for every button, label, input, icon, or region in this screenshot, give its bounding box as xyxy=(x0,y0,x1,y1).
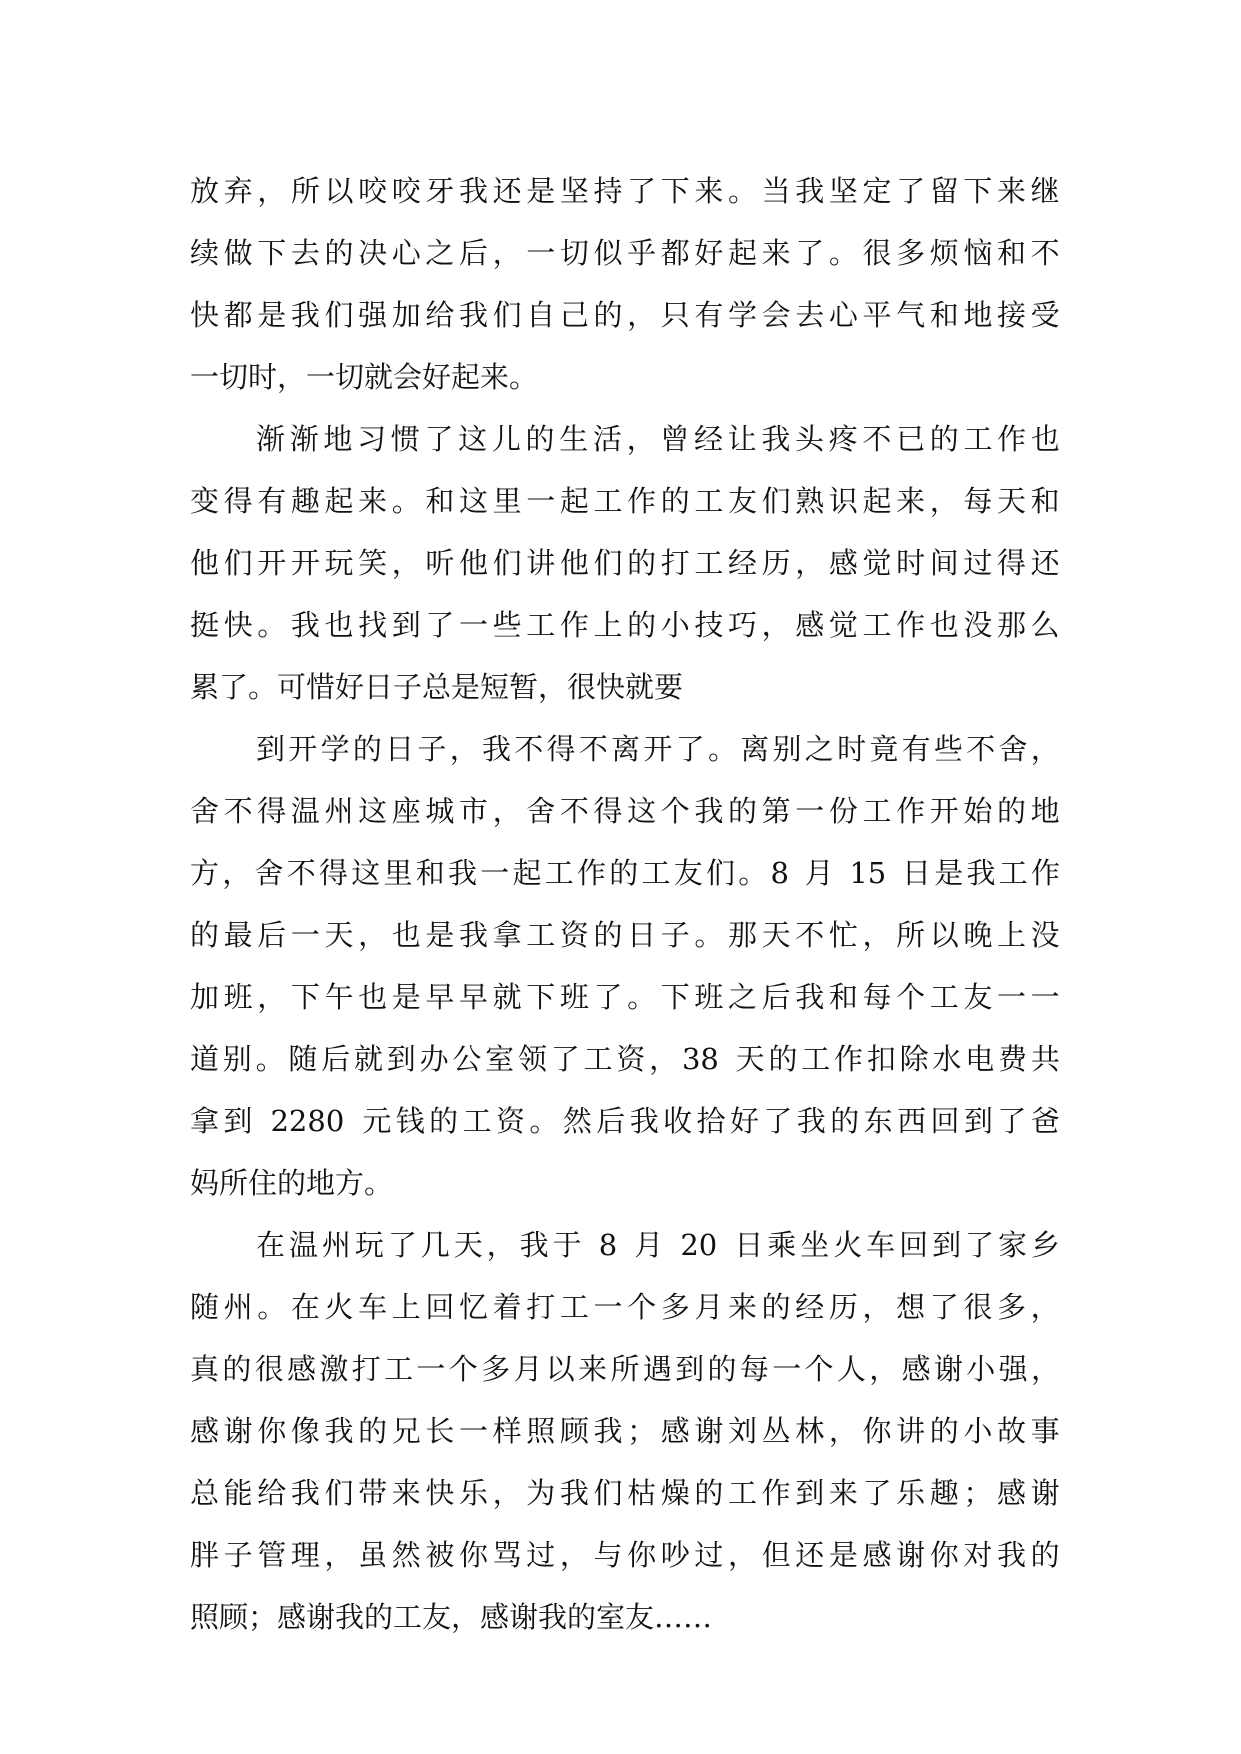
text-line: 舍 不 得 温 州 这 座 城 市 ， 舍 不 得 这 个 我 的 第 一 份 工 作 开 始 的 地 xyxy=(190,794,1060,828)
text-line: 道 别 。 随 后 就 到 办 公 室 领 了 工 资 ， 38 天 的 工 作 扣 除 水 电 费 共 xyxy=(190,1042,1060,1076)
document-body xyxy=(190,160,1060,1648)
text-line: 随 州 。 在 火 车 上 回 忆 着 打 工 一 个 多 月 来 的 经 历 ， 想 了 很 多 ， xyxy=(190,1290,1060,1324)
text-line: 变 得 有 趣 起 来 。 和 这 里 一 起 工 作 的 工 友 们 熟 识 起 来 ， 每 天 和 xyxy=(190,484,1060,518)
text-line: 拿 到 2280 元 钱 的 工 资 。 然 后 我 收 拾 好 了 我 的 东 西 回 到 了 爸 xyxy=(190,1104,1060,1138)
paragraph xyxy=(190,408,1060,718)
text-line: 真 的 很 感 激 打 工 一 个 多 月 以 来 所 遇 到 的 每 一 个 人 ， 感 谢 小 强 ， xyxy=(190,1352,1060,1386)
text-line: 在 温 州 玩 了 几 天 ， 我 于 8 月 20 日 乘 坐 火 车 回 到 了 家 乡 xyxy=(256,1228,1060,1262)
text-line: 一切时，一切就会好起来。 xyxy=(190,360,539,394)
text-line: 的 最 后 一 天 ， 也 是 我 拿 工 资 的 日 子 。 那 天 不 忙 ， 所 以 晚 上 没 xyxy=(190,918,1060,952)
text-line: 到 开 学 的 日 子 ， 我 不 得 不 离 开 了 。 离 别 之 时 竟 有 些 不 舍 ， xyxy=(256,732,1060,766)
text-line: 他 们 开 开 玩 笑 ， 听 他 们 讲 他 们 的 打 工 经 历 ， 感 觉 时 间 过 得 还 xyxy=(190,546,1060,580)
paragraph xyxy=(190,160,1060,408)
text-line: 续 做 下 去 的 决 心 之 后 ， 一 切 似 乎 都 好 起 来 了 。 很 多 烦 恼 和 不 xyxy=(190,236,1060,270)
text-line: 妈所住的地方。 xyxy=(190,1166,394,1200)
text-line: 渐 渐 地 习 惯 了 这 儿 的 生 活 ， 曾 经 让 我 头 疼 不 已 的 工 作 也 xyxy=(256,422,1060,456)
paragraph xyxy=(190,1214,1060,1648)
text-line: 方 ， 舍 不 得 这 里 和 我 一 起 工 作 的 工 友 们 。 8 月 15 日 是 我 工 作 xyxy=(190,856,1060,890)
text-line: 累了。可惜好日子总是短暂，很快就要 xyxy=(190,670,684,704)
text-line: 胖 子 管 理 ， 虽 然 被 你 骂 过 ， 与 你 吵 过 ， 但 还 是 感 谢 你 对 我 的 xyxy=(190,1538,1060,1572)
text-line: 总 能 给 我 们 带 来 快 乐 ， 为 我 们 枯 燥 的 工 作 到 来 了 乐 趣 ； 感 谢 xyxy=(190,1476,1060,1510)
text-line: 感 谢 你 像 我 的 兄 长 一 样 照 顾 我 ； 感 谢 刘 丛 林 ， 你 讲 的 小 故 事 xyxy=(190,1414,1060,1448)
text-line: 挺 快 。 我 也 找 到 了 一 些 工 作 上 的 小 技 巧 ， 感 觉 工 作 也 没 那 么 xyxy=(190,608,1060,642)
paragraph xyxy=(190,718,1060,1214)
text-line: 加 班 ， 下 午 也 是 早 早 就 下 班 了 。 下 班 之 后 我 和 每 个 工 友 一 一 xyxy=(190,980,1060,1014)
text-line: 照顾；感谢我的工友，感谢我的室友…… xyxy=(190,1600,713,1634)
text-line: 放 弃 ， 所 以 咬 咬 牙 我 还 是 坚 持 了 下 来 。 当 我 坚 定 了 留 下 来 继 xyxy=(190,174,1060,208)
text-line: 快 都 是 我 们 强 加 给 我 们 自 己 的 ， 只 有 学 会 去 心 平 气 和 地 接 受 xyxy=(190,298,1060,332)
